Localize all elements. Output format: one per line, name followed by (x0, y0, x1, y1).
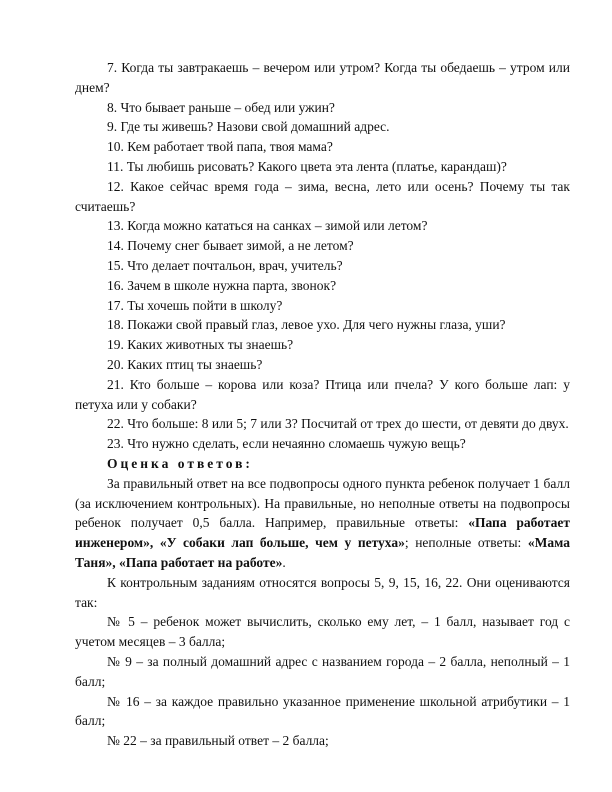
control-item-5: № 5 – ребенок может вычислить, сколько ему лет, – 1 балл, называет год с учетом месяцев – 3 балла; (75, 614, 570, 650)
scoring-header: Оценка ответов: (107, 455, 253, 471)
question-19: 19. Каких животных ты знаешь? (107, 337, 294, 353)
question-20: 20. Каких птиц ты знаешь? (107, 356, 263, 372)
scoring-intro-end: . (282, 554, 286, 570)
question-9: 9. Где ты живешь? Назови свой домашний адрес. (107, 119, 390, 135)
question-23: 23. Что нужно сделать, если нечаянно сломаешь чужую вещь? (107, 436, 466, 452)
control-tasks-intro: К контрольным заданиям относятся вопросы 5, 9, 15, 16, 22. Они оцениваются так: (75, 574, 570, 610)
control-item-9: № 9 – за полный домашний адрес с названием города – 2 балла, неполный – 1 балл; (75, 653, 570, 689)
question-10: 10. Кем работает твой папа, твоя мама? (107, 139, 333, 155)
scoring-intro-text: За правильный ответ на все подвопросы одного пункта ребенок получает 1 балл (за исключением контрольных). На правильные, но неполные ответы на подвопросы ребенок получает 0,5 балла. Например, правильные ответы: (75, 475, 570, 531)
example-incomplete-answers: «Мама Таня», «Папа работает на работе» (75, 535, 570, 570)
question-12: 12. Какое сейчас время года – зима, весна, лето или осень? Почему ты так считаешь? (75, 178, 570, 214)
question-11: 11. Ты любишь рисовать? Какого цвета эта лента (платье, карандаш)? (107, 158, 507, 174)
question-16: 16. Зачем в школе нужна парта, звонок? (107, 277, 337, 293)
question-22: 22. Что больше: 8 или 5; 7 или 3? Посчитай от трех до шести, от девяти до двух. (107, 416, 569, 432)
scoring-intro-paragraph (75, 474, 570, 573)
question-14: 14. Почему снег бывает зимой, а не летом? (107, 238, 354, 254)
example-correct-answers: «Папа работает инженером», «У собаки лап больше, чем у петуха» (75, 515, 570, 551)
question-18: 18. Покажи свой правый глаз, левое ухо. Для чего нужны глаза, уши? (107, 317, 506, 333)
questions-list (75, 58, 570, 454)
scoring-section (75, 454, 570, 751)
question-8: 8. Что бывает раньше – обед или ужин? (107, 99, 335, 115)
question-17: 17. Ты хочешь пойти в школу? (107, 297, 283, 313)
scoring-intro-middle: ; неполные ответы: (404, 535, 522, 551)
control-item-16: № 16 – за каждое правильно указанное применение школьной атрибутики – 1 балл; (75, 693, 570, 729)
control-item-22: № 22 – за правильный ответ – 2 балла; (107, 733, 329, 749)
question-15: 15. Что делает почтальон, врач, учитель? (107, 257, 343, 273)
question-21: 21. Кто больше – корова или коза? Птица или пчела? У кого больше лап: у петуха или у собаки? (75, 376, 570, 412)
question-13: 13. Когда можно кататься на санках – зимой или летом? (107, 218, 428, 234)
question-7: 7. Когда ты завтракаешь – вечером или утром? Когда ты обедаешь – утром или днем? (75, 60, 570, 95)
